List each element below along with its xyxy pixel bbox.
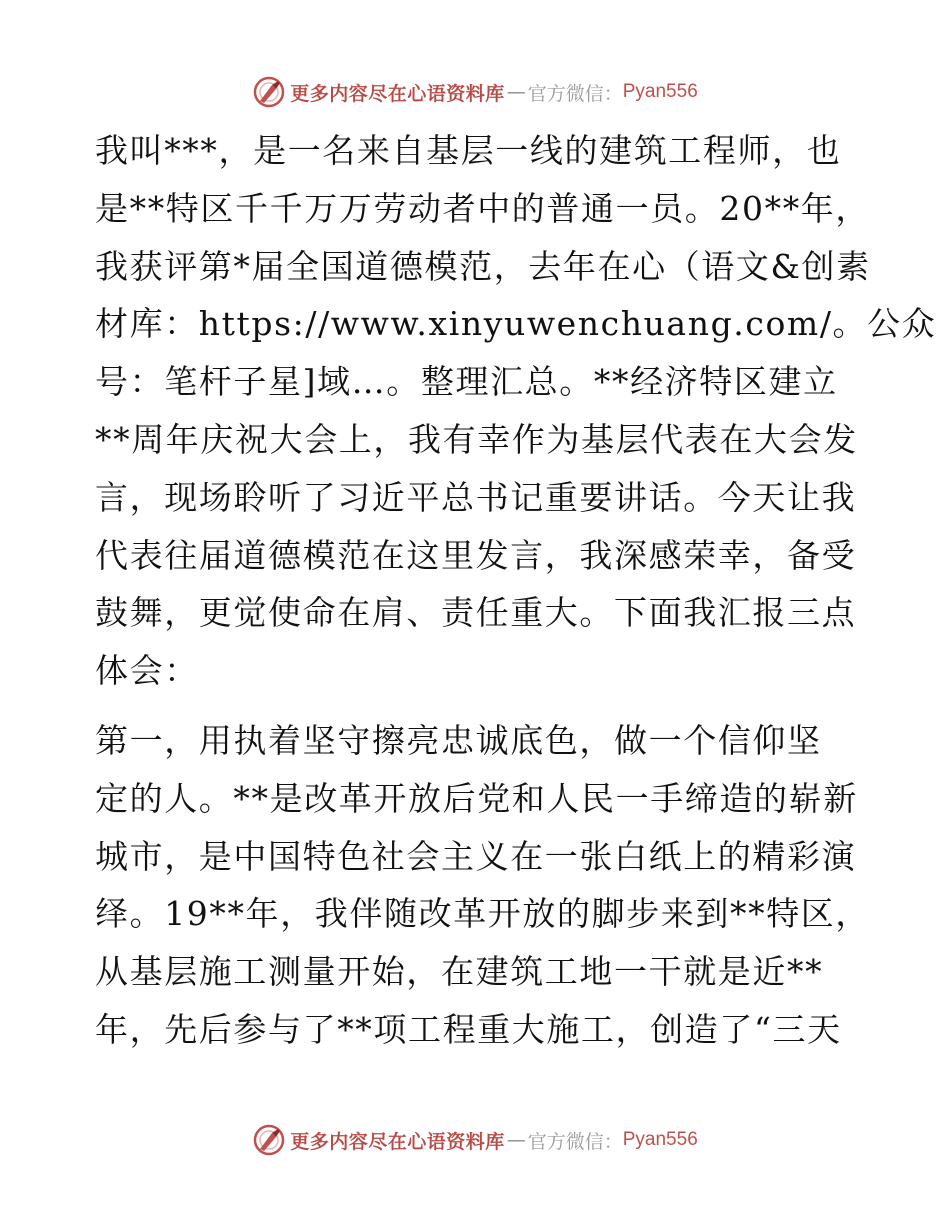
document-body	[95, 122, 937, 1059]
watermark-dash: —	[506, 1129, 526, 1151]
text-line: 绎。19**年，我伴随改革开放的脚步来到**特区，	[95, 894, 870, 934]
watermark-main-text: 更多内容尽在心语资料库	[290, 1130, 505, 1153]
watermark-wechat-id: Pyan556	[622, 1129, 698, 1150]
text-line: 我获评第*届全国道德模范，去年在心（语文&创素	[95, 246, 871, 286]
footer-watermark	[0, 1120, 950, 1160]
paragraph-first-point	[95, 712, 870, 1059]
paragraph-intro	[95, 122, 937, 700]
text-line: 号：笔杆子星]域…。整理汇总。**经济特区建立	[95, 362, 838, 402]
watermark-sub-text: 官方微信：	[527, 82, 623, 105]
text-line: 言，现场聆听了习近平总书记重要讲话。今天让我	[95, 477, 857, 517]
text-line: 体会：	[95, 651, 199, 691]
text-line: 定的人。**是改革开放后党和人民一手缔造的崭新	[95, 778, 858, 818]
text-line: 我叫***，是一名来自基层一线的建筑工程师，也	[95, 131, 842, 170]
text-line: 城市，是中国特色社会主义在一张白纸上的精彩演	[95, 836, 857, 876]
watermark-main-text: 更多内容尽在心语资料库	[290, 82, 505, 105]
watermark-sub-text: 官方微信：	[527, 1130, 623, 1153]
text-line: 代表往届道德模范在这里发言，我深感荣幸，备受	[95, 535, 857, 575]
header-watermark	[0, 72, 950, 112]
pen-nib-logo-icon	[252, 75, 286, 109]
text-line: 年，先后参与了**项工程重大施工，创造了“三天	[95, 1009, 842, 1049]
watermark-wechat-id: Pyan556	[622, 81, 698, 102]
text-line: 鼓舞，更觉使命在肩、责任重大。下面我汇报三点	[95, 593, 857, 633]
text-line: 第一，用执着坚守擦亮忠诚底色，做一个信仰坚	[95, 720, 822, 760]
pen-nib-logo-icon	[252, 1123, 286, 1157]
text-line: 从基层施工测量开始，在建筑工地一干就是近**	[95, 952, 824, 992]
text-line: 是**特区千千万万劳动者中的普通一员。20**年，	[95, 188, 870, 228]
watermark-dash: —	[506, 81, 526, 103]
text-line: 材库：https://www.xinyuwenchuang.com/。公众	[95, 304, 937, 344]
text-line: **周年庆祝大会上，我有幸作为基层代表在大会发	[95, 419, 858, 459]
